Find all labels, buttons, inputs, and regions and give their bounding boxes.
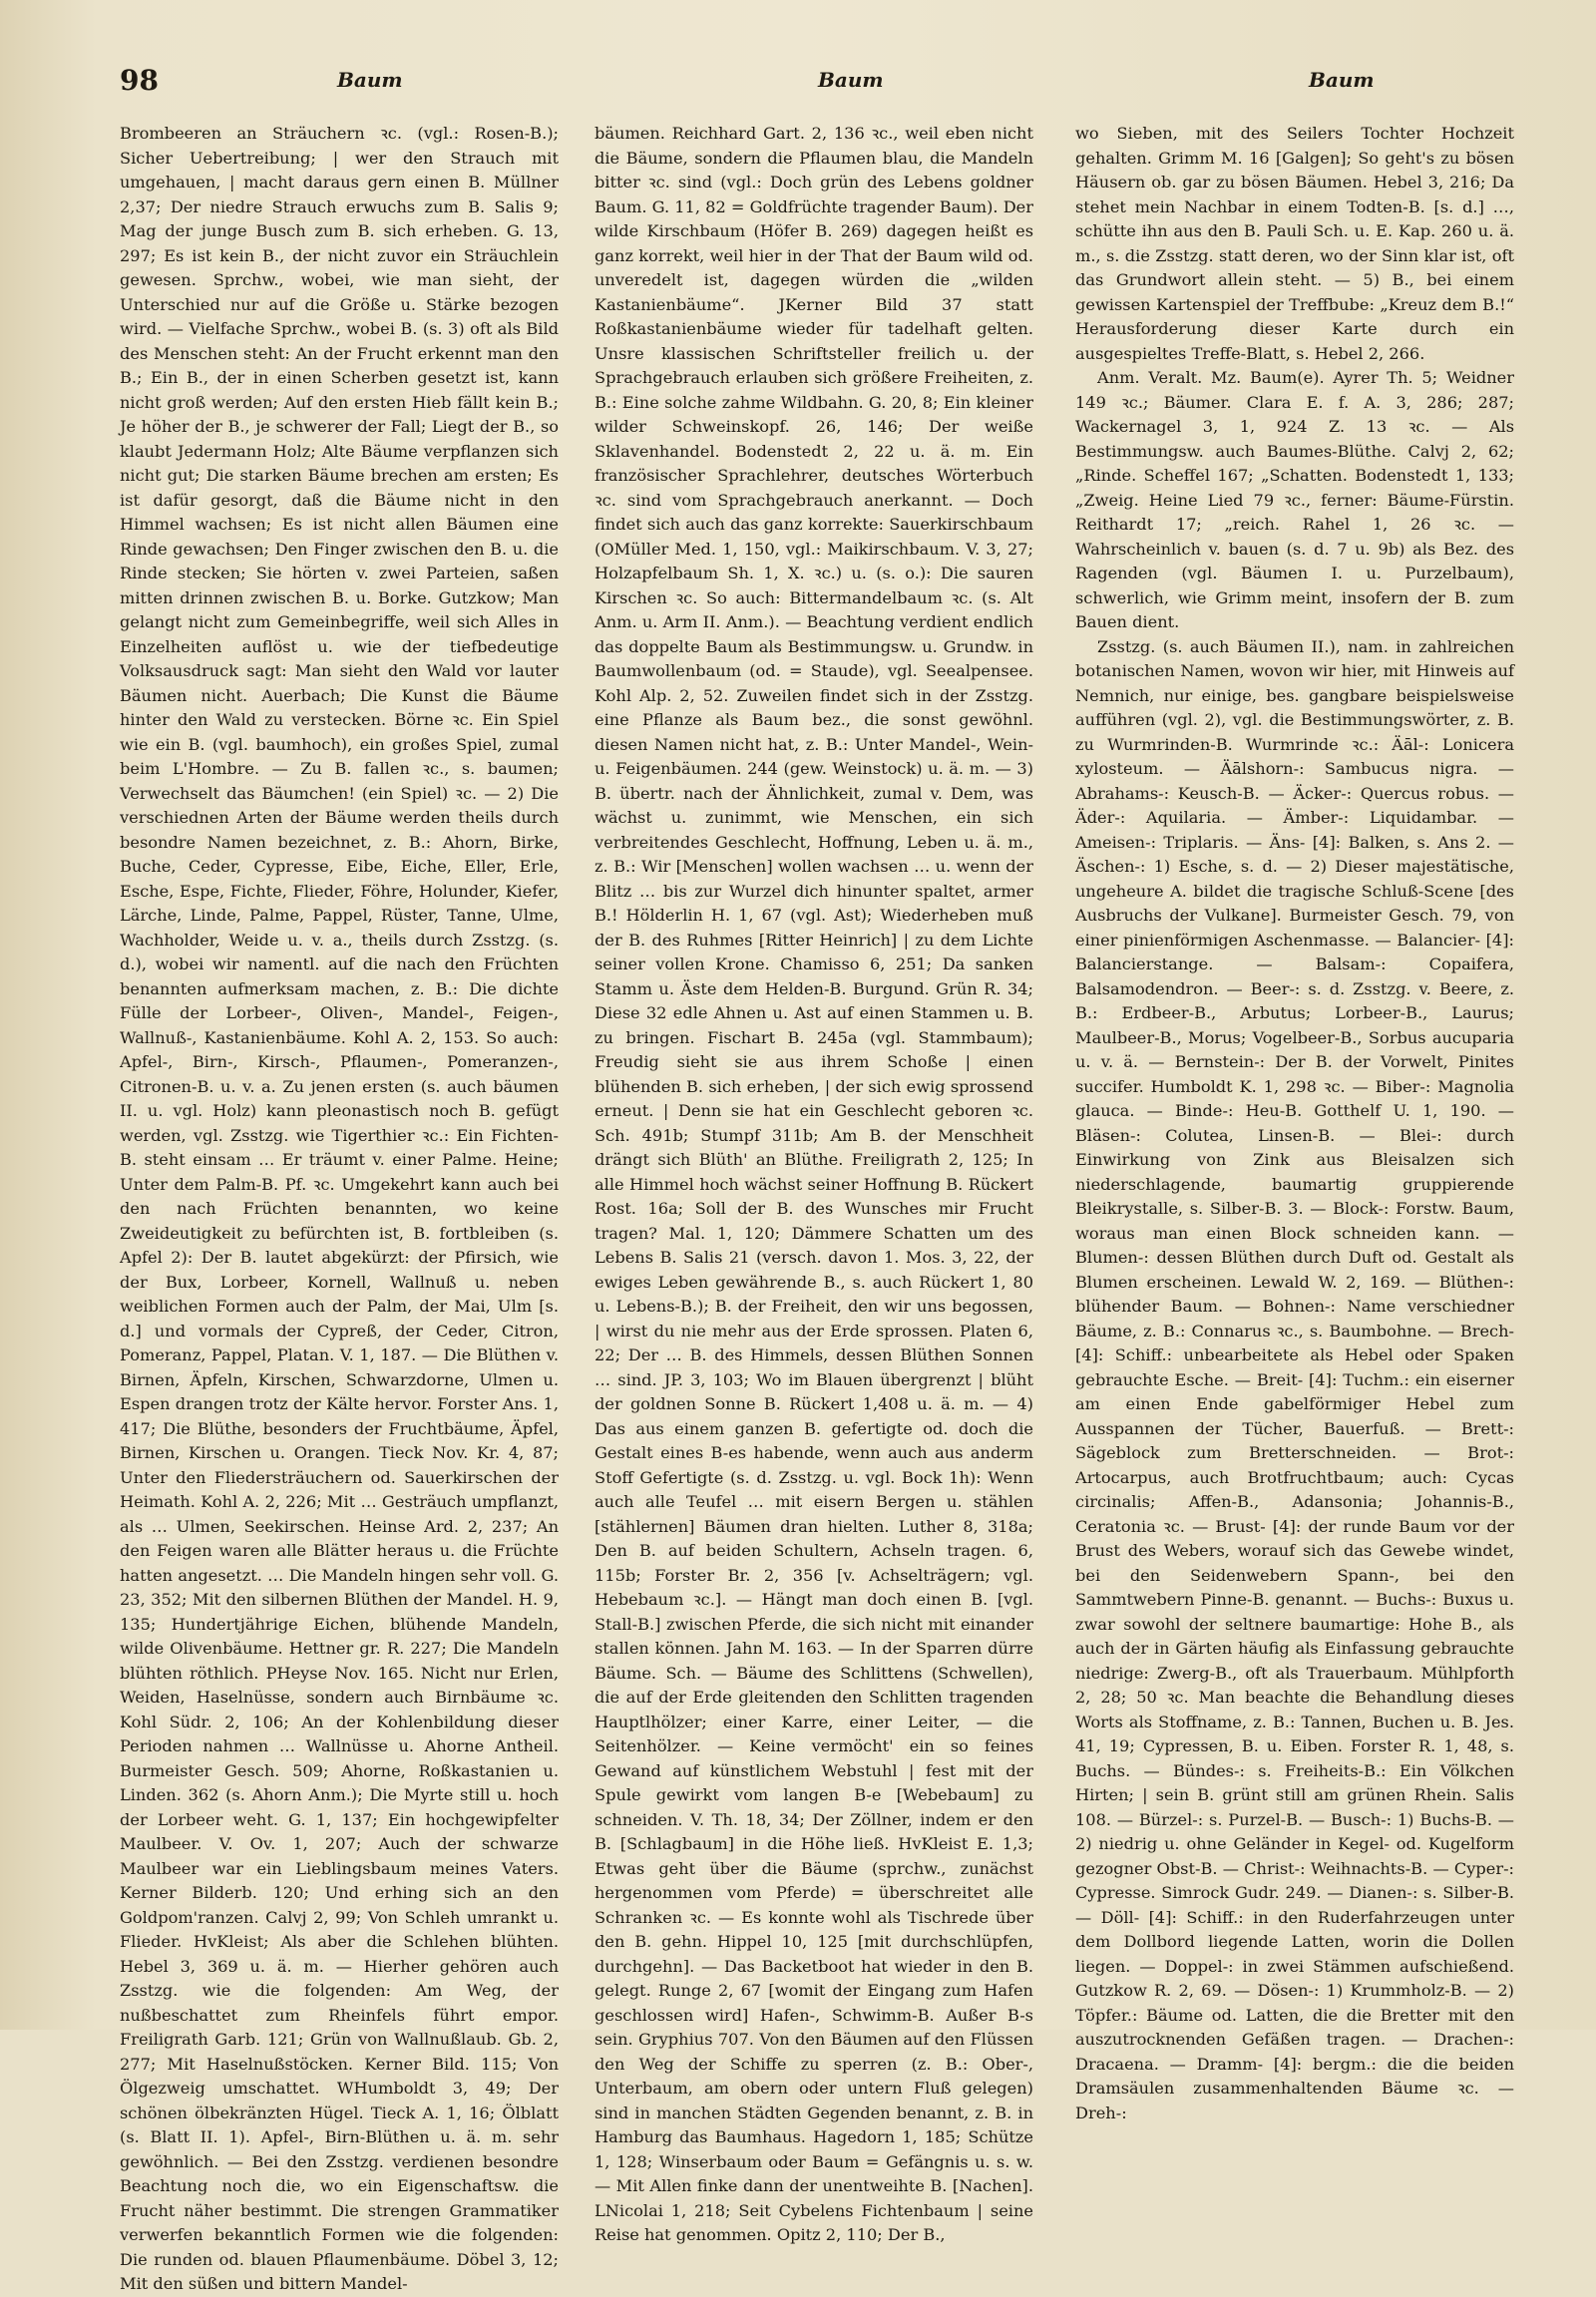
column-left: [120, 122, 559, 2293]
column-paragraph: Brombeeren an Sträuchern ꝛc. (vgl.: Rosen-B.); Sicher Uebertreibung; | wer den Strauch mit umgehauen, | macht daraus gern einen B. Müllner 2,37; Der niedre Strauch erwuchs zum B. Salis 9; Mag der junge Busch zum B. sich erheben. G. 13, 297; Es ist kein B., der nicht zuvor ein Sträuchlein gewesen. Sprchw., wobei, wie man sieht, der Unterschied nur auf die Größe u. Stärke bezogen wird. — Vielfache Sprchw., wobei B. (s. 3) oft als Bild des Menschen steht: An der Frucht erkennt man den B.; Ein B., der in einen Scherben gesetzt ist, kann nicht groß werden; Auf den ersten Hieb fällt kein B.; Je höher der B., je schwerer der Fall; Liegt der B., so klaubt Jedermann Holz; Alte Bäume verpflanzen sich nicht gut; Die starken Bäume brechen am ersten; Es ist dafür gesorgt, daß die Bäume nicht in den Himmel wachsen; Es ist nicht allen Bäumen eine Rinde gewachsen; Den Finger zwischen den B. u. die Rinde stecken; Sie hörten v. zwei Parteien, saßen mitten drinnen zwischen B. u. Borke. Gutzkow; Man gelangt nicht zum Gemeinbegriffe, weil sich Alles in Einzelheiten auflöst u. wie der tiefbedeutige Volksausdruck sagt: Man sieht den Wald vor lauter Bäumen nicht. Auerbach; Die Kunst die Bäume hinter den Wald zu verstecken. Börne ꝛc. Ein Spiel wie ein B. (vgl. baumhoch), ein großes Spiel, zumal beim L'Hombre. — Zu B. fallen ꝛc., s. baumen; Verwechselt das Bäumchen! (ein Spiel) ꝛc. — 2) Die verschiednen Arten der Bäume werden theils durch besondre Namen bezeichnet, z. B.: Ahorn, Birke, Buche, Ceder, Cypresse, Eibe, Eiche, Eller, Erle, Esche, Espe, Fichte, Flieder, Föhre, Holunder, Kiefer, Lärche, Linde, Palme, Pappel, Rüster, Tanne, Ulme, Wachholder, Weide u. v. a., theils durch Zsstzg. (s. d.), wobei wir namentl. auf die nach den Früchten benannten aufmerksam machen, z. B.: Die dichte Fülle der Lorbeer-, Oliven-, Mandel-, Feigen-, Wallnuß-, Kastanienbäume. Kohl A. 2, 153. So auch: Apfel-, Birn-, Kirsch-, Pflaumen-, Pomeranzen-, Citronen-B. u. v. a. Zu jenen ersten (s. auch bäumen II. u. vgl. Holz) kann pleonastisch noch B. gefügt werden, vgl. Zsstzg. wie Tigerthier ꝛc.: Ein Fichten-B. steht einsam … Er träumt v. einer Palme. Heine; Unter dem Palm-B. Pf. ꝛc. Umgekehrt kann auch bei den nach Früchten benannten, wo keine Zweideutigkeit zu befürchten ist, B. fortbleiben (s. Apfel 2): Der B. lautet abgekürzt: der Pfirsich, wie der Bux, Lorbeer, Kornell, Wallnuß u. neben weiblichen Formen auch der Palm, der Mai, Ulm [s. d.] und vormals der Cypreß, der Ceder, Citron, Pomeranz, Pappel, Platan. V. 1, 187. — Die Blüthen v. Birnen, Äpfeln, Kirschen, Schwarzdorne, Ulmen u. Espen drangen trotz der Kälte hervor. Forster Ans. 1, 417; Die Blüthe, besonders der Fruchtbäume, Äpfel, Birnen, Kirschen u. Orangen. Tieck Nov. Kr. 4, 87; Unter den Fliedersträuchern od. Sauerkirschen der Heimath. Kohl A. 2, 226; Mit … Gesträuch umpflanzt, als … Ulmen, Seekirschen. Heinse Ard. 2, 237; An den Feigen waren alle Blätter heraus u. die Früchte hatten angesetzt. … Die Mandeln hingen sehr voll. G. 23, 352; Mit den silbernen Blüthen der Mandel. H. 9, 135; Hundertjährige Eichen, blühende Mandeln, wilde Olivenbäume. Hettner gr. R. 227; Die Mandeln blühten röthlich. PHeyse Nov. 165. Nicht nur Erlen, Weiden, Haselnüsse, sondern auch Birnbäume ꝛc. Kohl Südr. 2, 106; An der Kohlenbildung dieser Perioden nahmen … Wallnüsse u. Ahorne Antheil. Burmeister Gesch. 509; Ahorne, Roßkastanien u. Linden. 362 (s. Ahorn Anm.); Die Myrte still u. hoch der Lorbeer weht. G. 1, 137; Ein hochgewipfelter Maulbeer. V. Ov. 1, 207; Auch der schwarze Maulbeer war ein Lieblingsbaum meines Vaters. Kerner Bilderb. 120; Und erhing sich an den Goldpom'ranzen. Calvj 2, 99; Von Schleh umrankt u. Flieder. HvKleist; Als aber die Schlehen blühten. Hebel 3, 369 u. ä. m. — Hierher gehören auch Zsstzg. wie die folgenden: Am Weg, der nußbeschattet zum Rheinfels führt empor. Freiligrath Garb. 121; Grün von Wallnußlaub. Gb. 2, 277; Mit Haselnußstöcken. Kerner Bild. 115; Von Ölgezweig umschattet. WHumboldt 3, 49; Der schönen ölbekränzten Hügel. Tieck A. 1, 16; Ölblatt (s. Blatt II. 1). Apfel-, Birn-Blüthen u. ä. m. sehr gewöhnlich. — Bei den Zsstzg. verdienen besondre Beachtung noch die, wo ein Eigenschaftsw. die Frucht näher bestimmt. Die strengen Grammatiker verwerfen bekanntlich Formen wie die folgenden: Die runden od. blauen Pflaumenbäume. Döbel 3, 12; Mit den süßen und bittern Mandel-: [120, 124, 559, 2293]
column-paragraph: bäumen. Reichhard Gart. 2, 136 ꝛc., weil eben nicht die Bäume, sondern die Pflaumen blau, die Mandeln bitter ꝛc. sind (vgl.: Doch grün des Lebens goldner Baum. G. 11, 82 = Goldfrüchte tragender Baum). Der wilde Kirschbaum (Höfer B. 269) dagegen heißt es ganz korrekt, weil hier in der That der Baum wild od. unveredelt ist, dagegen würden die „wilden Kastanienbäume“. JKerner Bild 37 statt Roßkastanienbäume wieder für tadelhaft gelten. Unsre klassischen Schriftsteller freilich u. der Sprachgebrauch erlauben sich größere Freiheiten, z. B.: Eine solche zahme Wildbahn. G. 20, 8; Ein kleiner wilder Schweinskopf. 26, 146; Der weiße Sklavenhandel. Bodenstedt 2, 22 u. ä. m. Ein französischer Sprachlehrer, deutsches Wörterbuch ꝛc. sind vom Sprachgebrauch anerkannt. — Doch findet sich auch das ganz korrekte: Sauerkirschbaum (OMüller Med. 1, 150, vgl.: Maikirschbaum. V. 3, 27; Holzapfelbaum Sh. 1, X. ꝛc.) u. (s. o.): Die sauren Kirschen ꝛc. So auch: Bittermandelbaum ꝛc. (s. Alt Anm. u. Arm II. Anm.). — Beachtung verdient endlich das doppelte Baum als Bestimmungsw. u. Grundw. in Baumwollenbaum (od. = Staude), vgl. Seealpensee. Kohl Alp. 2, 52. Zuweilen findet sich in der Zsstzg. eine Pflanze als Baum bez., die sonst gewöhnl. diesen Namen nicht hat, z. B.: Unter Mandel-, Wein- u. Feigenbäumen. 244 (gew. Weinstock) u. ä. m. — 3) B. übertr. nach der Ähnlichkeit, zumal v. Dem, was wächst u. zunimmt, wie Menschen, ein sich verbreitendes Geschlecht, Hoffnung, Leben u. ä. m., z. B.: Wir [Menschen] wollen wachsen … u. wenn der Blitz … bis zur Wurzel dich hinunter spaltet, armer B.! Hölderlin H. 1, 67 (vgl. Ast); Wiederheben muß der B. des Ruhmes [Ritter Heinrich] | zu dem Lichte seiner vollen Krone. Chamisso 6, 251; Da sanken Stamm u. Äste dem Helden-B. Burgund. Grün R. 34; Diese 32 edle Ahnen u. Ast auf einen Stammen u. B. zu bringen. Fischart B. 245a (vgl. Stammbaum); Freudig sieht sie aus ihrem Schoße | einen blühenden B. sich erheben, | der sich ewig sprossend erneut. | Denn sie hat ein Geschlecht geboren ꝛc. Sch. 491b; Stumpf 311b; Am B. der Menschheit drängt sich Blüth' an Blüthe. Freiligrath 2, 125; In alle Himmel hoch wächst seiner Hoffnung B. Rückert Rost. 16a; Soll der B. des Wunsches mir Frucht tragen? Mal. 1, 120; Dämmere Schatten um des Lebens B. Salis 21 (versch. davon 1. Mos. 3, 22, der ewiges Leben gewährende B., s. auch Rückert 1, 80 u. Lebens-B.); B. der Freiheit, den wir uns begossen, | wirst du nie mehr aus der Erde sprossen. Platen 6, 22; Der … B. des Himmels, dessen Blüthen Sonnen … sind. JP. 3, 103; Wo im Blauen übergrenzt | blüht der goldnen Sonne B. Rückert 1,408 u. ä. m. — 4) Das aus einem ganzen B. gefertigte od. doch die Gestalt eines B-es habende, wenn auch aus anderm Stoff Gefertigte (s. d. Zsstzg. u. vgl. Bock 1h): Wenn auch alle Teufel … mit eisern Bergen u. stählen [stählernen] Bäumen dran hielten. Luther 8, 318a; Den B. auf beiden Schultern, Achseln tragen. 6, 115b; Forster Br. 2, 356 [v. Achselträgern; vgl. Hebebaum ꝛc.]. — Hängt man doch einen B. [vgl. Stall-B.] zwischen Pferde, die sich nicht mit einander stallen können. Jahn M. 163. — In der Sparren dürre Bäume. Sch. — Bäume des Schlittens (Schwellen), die auf der Erde gleitenden den Schlitten tragenden Hauptlhölzer; einer Karre, einer Leiter, — die Seitenhölzer. — Keine vermöcht' ein so feines Gewand auf künstlichem Webstuhl | fest mit der Spule gewirkt vom langen B-e [Webebaum] zu schneiden. V. Th. 18, 34; Der Zöllner, indem er den B. [Schlagbaum] in die Höhe ließ. HvKleist E. 1,3; Etwas geht über die Bäume (sprchw., zunächst hergenommen vom Pferde) = überschreitet alle Schranken ꝛc. — Es konnte wohl als Tischrede über den B. gehn. Hippel 10, 125 [mit durchschlüpfen, durchgehn]. — Das Backetboot hat wieder in den B. gelegt. Runge 2, 67 [womit der Eingang zum Hafen geschlossen wird] Hafen-, Schwimm-B. Außer B-s sein. Gryphius 707. Von den Bäumen auf den Flüssen den Weg der Schiffe zu sperren (z. B.: Ober-, Unterbaum, am obern oder untern Fluß gelegen) sind in manchen Städten Gegenden benannt, z. B. in Hamburg das Baumhaus. Hagedorn 1, 185; Schütze 1, 128; Winserbaum oder Baum = Gefängnis u. s. w. — Mit Allen finke dann der unentweihte B. [Nachen]. LNicolai 1, 218; Seit Cybelens Fichtenbaum | seine Reise hat genommen. Opitz 2, 110; Der B.,: [595, 124, 1034, 2244]
text-columns: [120, 122, 1556, 2293]
column-paragraph: wo Sieben, mit des Seilers Tochter Hochzeit gehalten. Grimm M. 16 [Galgen]; So geht's zu bösen Häusern ob. gar zu bösen Bäumen. Hebel 3, 216; Da stehet mein Nachbar in einem Todten-B. [s. d.] …, schütte ihn aus den B. Pauli Sch. u. E. Kap. 260 u. ä. m., s. die Zsstzg. statt deren, wo der Sinn klar ist, oft das Grundwort allein steht. — 5) B., bei einem gewissen Kartenspiel der Treffbube: „Kreuz dem B.!“ Herausforderung dieser Karte durch ein ausgespieltes Treffe-Blatt, s. Hebel 2, 266.: [1075, 124, 1514, 363]
column-paragraph: Anm. Veralt. Mz. Baum(e). Ayrer Th. 5; Weidner 149 ꝛc.; Bäumer. Clara E. f. A. 3, 286; 287; Wackernagel 3, 1, 924 Z. 13 ꝛc. — Als Bestimmungsw. auch Baumes-Blüthe. Calvj 2, 62; „Rinde. Scheffel 167; „Schatten. Bodenstedt 1, 133; „Zweig. Heine Lied 79 ꝛc., ferner: Bäume-Fürstin. Reithardt 17; „reich. Rahel 1, 26 ꝛc. — Wahrscheinlich v. bauen (s. d. 7 u. 9b) als Bez. des Ragenden (vgl. Bäumen I. u. Purzelbaum), schwerlich, wie Grimm meint, insofern der B. zum Bauen dient.: [1075, 368, 1514, 631]
running-head-center: Baum: [818, 68, 884, 92]
running-head-left: Baum: [337, 68, 403, 92]
column-right: [1075, 122, 1514, 2122]
page-number: 98: [120, 64, 159, 97]
running-head-right: Baum: [1309, 68, 1375, 92]
column-middle: [595, 122, 1034, 2244]
page-header: [120, 56, 1556, 106]
column-paragraph: Zsstzg. (s. auch Bäumen II.), nam. in zahlreichen botanischen Namen, wovon wir hier, mit Hinweis auf Nemnich, nur einige, bes. gangbare beispielsweise aufführen (vgl. 2), vgl. die Bestimmungswörter, z. B. zu Wurmrinden-B. Wurmrinde ꝛc.: Äāl-: Lonicera xylosteum. — Äālshorn-: Sambucus nigra. — Abrahams-: Keusch-B. — Äcker-: Quercus robus. — Äder-: Aquilaria. — Ämber-: Liquidambar. — Ameisen-: Triplaris. — Äns- [4]: Balken, s. Ans 2. — Äschen-: 1) Esche, s. d. — 2) Dieser majestätische, ungeheure A. bildet die tragische Schluß-Scene [des Ausbruchs der Vulkane]. Burmeister Gesch. 79, von einer pinienförmigen Aschenmasse. — Balancier- [4]: Balancierstange. — Balsam-: Copaifera, Balsamodendron. — Beer-: s. d. Zsstzg. v. Beere, z. B.: Erdbeer-B., Arbutus; Lorbeer-B., Laurus; Maulbeer-B., Morus; Vogelbeer-B., Sorbus aucuparia u. v. ä. — Bernstein-: Der B. der Vorwelt, Pinites succifer. Humboldt K. 1, 298 ꝛc. — Biber-: Magnolia glauca. — Binde-: Heu-B. Gotthelf U. 1, 190. — Bläsen-: Colutea, Linsen-B. — Blei-: durch Einwirkung von Zink aus Bleisalzen sich niederschlagende, baumartig gruppierende Bleikrystalle, s. Silber-B. 3. — Block-: Forstw. Baum, woraus man einen Block schneiden kann. — Blumen-: dessen Blüthen durch Duft od. Gestalt als Blumen erscheinen. Lewald W. 2, 169. — Blüthen-: blühender Baum. — Bohnen-: Name verschiedner Bäume, z. B.: Connarus ꝛc., s. Baumbohne. — Brech- [4]: Schiff.: unbearbeitete als Hebel oder Spaken gebrauchte Esche. — Breit- [4]: Tuchm.: ein eiserner am einen Ende gabelförmiger Hebel zum Ausspannen der Tücher, Bauerfuß. — Brett-: Sägeblock zum Bretterschneiden. — Brot-: Artocarpus, auch Brotfruchtbaum; auch: Cycas circinalis; Affen-B., Adansonia; Johannis-B., Ceratonia ꝛc. — Brust- [4]: der runde Baum vor der Brust des Webers, worauf sich das Gewebe windet, bei den Seidenwebern Spann-, bei den Sammtwebern Pinne-B. genannt. — Buchs-: Buxus u. zwar sowohl der seltnere baumartige: Hohe B., als auch der in Gärten häufig als Einfassung gebrauchte niedrige: Zwerg-B., oft als Trauerbaum. Mühlpforth 2, 28; 50 ꝛc. Man beachte die Behandlung dieses Worts als Stoffname, z. B.: Tannen, Buchen u. B. Jes. 41, 19; Cypressen, B. u. Eiben. Forster R. 1, 48, s. Buchs. — Bündes-: s. Freiheits-B.: Ein Völkchen Hirten; | sein B. grünt still am grünen Rhein. Salis 108. — Bürzel-: s. Purzel-B. — Busch-: 1) Buchs-B. — 2) niedrig u. ohne Geländer in Kegel- od. Kugelform gezogner Obst-B. — Christ-: Weihnachts-B. — Cyper-: Cypresse. Simrock Gudr. 249. — Dianen-: s. Silber-B. — Döll- [4]: Schiff.: in den Ruderfahrzeugen unter dem Dollbord liegende Latten, worin die Dollen liegen. — Doppel-: in zwei Stämmen aufschießend. Gutzkow R. 2, 69. — Dösen-: 1) Krummholz-B. — 2) Töpfer.: Bäume od. Latten, die die Bretter mit den auszutrocknenden Gefäßen tragen. — Drachen-: Dracaena. — Dramm- [4]: bergm.: die die beiden Dramsäulen zusammenhaltenden Bäume ꝛc. — Dreh-:: [1075, 636, 1514, 2122]
